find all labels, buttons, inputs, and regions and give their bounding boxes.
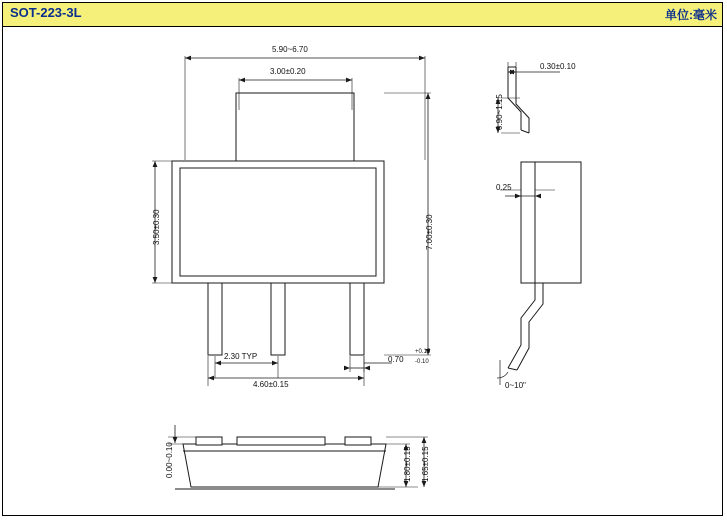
dim-body-width-total: 5.90~6.70 xyxy=(272,45,308,54)
dim-body-height: 3.50±0.30 xyxy=(152,209,161,245)
dim-lead-width: 0.70 xyxy=(388,355,404,364)
dim-lead-angle: 0~10" xyxy=(505,381,526,390)
dim-tab-width: 3.00±0.20 xyxy=(270,67,306,76)
dim-total-height: 7.00±0.30 xyxy=(425,214,434,250)
dim-lead-span: 4.60±0.15 xyxy=(253,380,289,389)
dim-overall-height: 1.65±0.15 xyxy=(421,446,430,482)
dim-lead-width-tol-minus: -0.10 xyxy=(415,359,429,365)
dim-lead-pitch: 2.30 TYP xyxy=(224,352,258,361)
dim-foot-length: 0.25 xyxy=(496,183,512,192)
unit-label: 单位:毫米 xyxy=(665,8,717,22)
dim-lead-thickness: 0.30±0.10 xyxy=(540,62,576,71)
dim-standoff: 0.00~0.10 xyxy=(165,442,174,478)
dim-lead-bend-height: 0.90~1.15 xyxy=(495,94,504,130)
page-title: SOT-223-3L xyxy=(10,5,82,20)
dim-lead-width-tol-plus: +0.15 xyxy=(415,349,431,355)
dim-body-thickness: 1.80±0.15 xyxy=(403,446,412,482)
